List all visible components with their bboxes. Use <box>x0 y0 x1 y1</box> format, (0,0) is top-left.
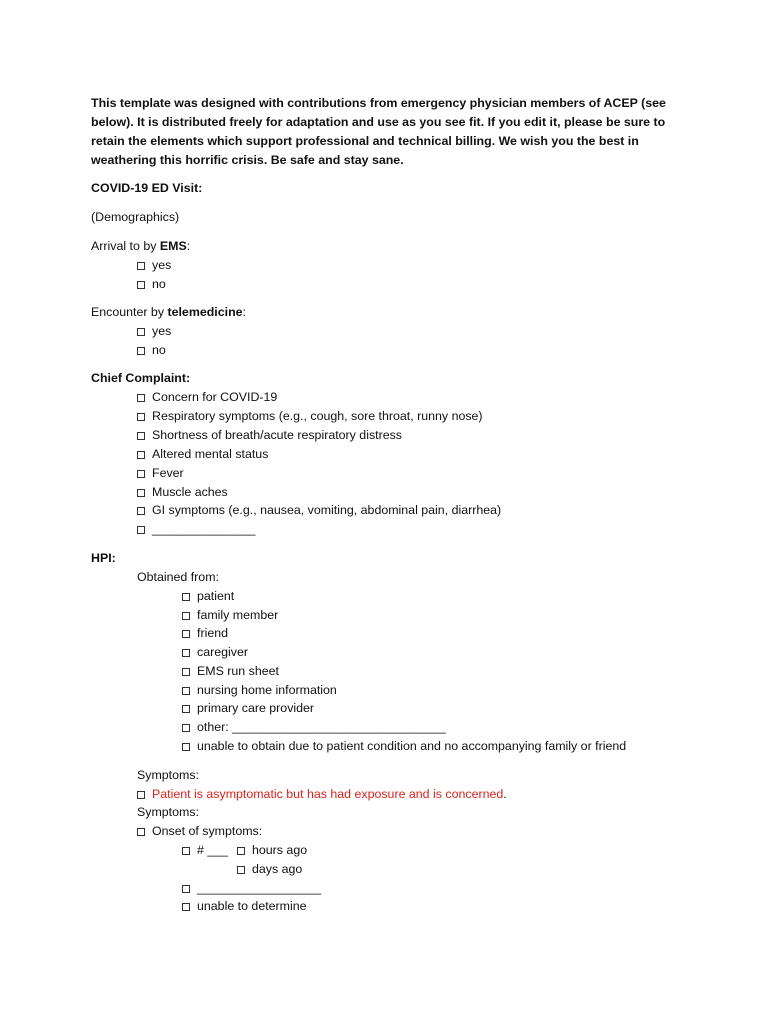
checkbox-icon[interactable] <box>182 847 190 855</box>
obtained-option[interactable]: unable to obtain due to patient condition and no accompanying family or friend <box>182 738 626 754</box>
checkbox-icon[interactable] <box>137 526 145 534</box>
checkbox-icon[interactable] <box>137 347 145 355</box>
checkbox-icon[interactable] <box>182 593 190 601</box>
checkbox-icon[interactable] <box>182 885 190 893</box>
checkbox-icon[interactable] <box>137 262 145 270</box>
onset-count[interactable]: # ___ <box>182 842 228 858</box>
checkbox-icon[interactable] <box>137 281 145 289</box>
obtained-option[interactable]: nursing home information <box>182 682 337 698</box>
checkbox-icon[interactable] <box>182 705 190 713</box>
obtained-option[interactable]: caregiver <box>182 644 248 660</box>
checkbox-icon[interactable] <box>137 394 145 402</box>
symptoms-label-2: Symptoms: <box>137 805 199 819</box>
cc-option[interactable]: Muscle aches <box>137 484 228 500</box>
encounter-no[interactable]: no <box>137 342 166 358</box>
checkbox-icon[interactable] <box>137 413 145 421</box>
unable-to-determine[interactable]: unable to determine <box>182 898 307 914</box>
cc-option[interactable]: Respiratory symptoms (e.g., cough, sore throat, runny nose) <box>137 408 483 424</box>
arrival-label: Arrival to by EMS: <box>91 239 191 253</box>
chief-complaint-title: Chief Complaint: <box>91 371 191 385</box>
checkbox-icon[interactable] <box>137 451 145 459</box>
checkbox-icon[interactable] <box>182 612 190 620</box>
cc-option-blank[interactable]: _______________ <box>137 521 255 537</box>
encounter-label: Encounter by telemedicine: <box>91 305 246 319</box>
obtained-option[interactable]: friend <box>182 625 228 641</box>
checkbox-icon[interactable] <box>137 791 145 799</box>
intro-line-1: This template was designed with contributions from emergency physician members of ACEP (see <box>91 96 666 110</box>
cc-option[interactable]: GI symptoms (e.g., nausea, vomiting, abdominal pain, diarrhea) <box>137 502 501 518</box>
checkbox-icon[interactable] <box>137 828 145 836</box>
symptoms-label: Symptoms: <box>137 768 199 782</box>
checkbox-icon[interactable] <box>137 489 145 497</box>
intro-line-4: weathering this horrific crisis. Be safe and stay sane. <box>91 153 404 167</box>
checkbox-icon[interactable] <box>182 630 190 638</box>
obtained-option[interactable]: patient <box>182 588 234 604</box>
checkbox-icon[interactable] <box>137 328 145 336</box>
checkbox-icon[interactable] <box>237 847 245 855</box>
intro-line-3: retain the elements which support professional and technical billing. We wish you the best in <box>91 134 639 148</box>
cc-option[interactable]: Shortness of breath/acute respiratory distress <box>137 427 402 443</box>
days-ago-option[interactable]: days ago <box>237 861 302 877</box>
checkbox-icon[interactable] <box>137 470 145 478</box>
arrival-yes[interactable]: yes <box>137 257 171 273</box>
visit-title: COVID-19 ED Visit: <box>91 181 203 195</box>
checkbox-icon[interactable] <box>137 507 145 515</box>
checkbox-icon[interactable] <box>182 724 190 732</box>
checkbox-icon[interactable] <box>137 432 145 440</box>
obtained-from-label: Obtained from: <box>137 570 219 584</box>
demographics-label: (Demographics) <box>91 210 180 224</box>
arrival-no[interactable]: no <box>137 276 166 292</box>
obtained-option[interactable]: EMS run sheet <box>182 663 279 679</box>
obtained-option[interactable]: primary care provider <box>182 700 314 716</box>
obtained-option-other[interactable]: other: _______________________________ <box>182 719 446 735</box>
hpi-title: HPI: <box>91 551 116 565</box>
cc-option[interactable]: Fever <box>137 465 184 481</box>
asymptomatic-option[interactable]: Patient is asymptomatic but has had exposure and is concerned. <box>137 786 507 802</box>
cc-option[interactable]: Altered mental status <box>137 446 268 462</box>
cc-option[interactable]: Concern for COVID-19 <box>137 389 277 405</box>
intro-line-2: below). It is distributed freely for adaptation and use as you see fit. If you edit it, please be sure to <box>91 115 666 129</box>
encounter-yes[interactable]: yes <box>137 323 171 339</box>
checkbox-icon[interactable] <box>182 649 190 657</box>
obtained-option[interactable]: family member <box>182 607 278 623</box>
onset-blank[interactable]: __________________ <box>182 880 321 896</box>
checkbox-icon[interactable] <box>182 668 190 676</box>
onset-option[interactable]: Onset of symptoms: <box>137 823 262 839</box>
checkbox-icon[interactable] <box>182 903 190 911</box>
hours-ago-option[interactable]: hours ago <box>237 842 307 858</box>
checkbox-icon[interactable] <box>182 687 190 695</box>
checkbox-icon[interactable] <box>182 743 190 751</box>
checkbox-icon[interactable] <box>237 866 245 874</box>
